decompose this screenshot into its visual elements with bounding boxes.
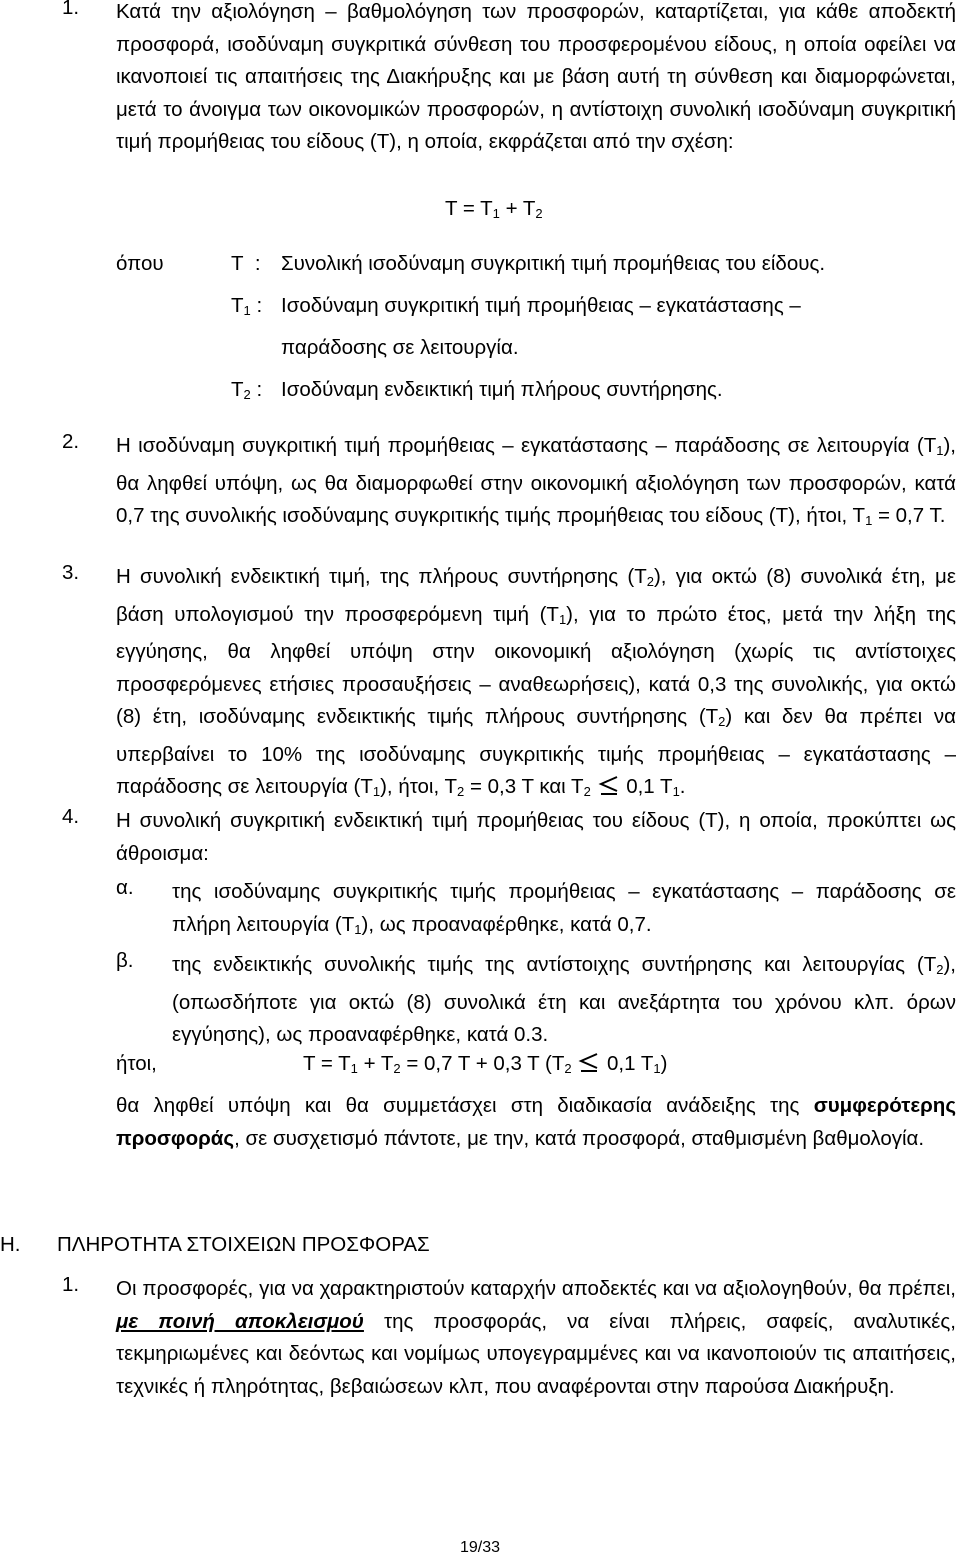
- item-4a-text: της ισοδύναμης συγκριτικής τιμής προμήθειας – εγκατάστασης – παράδοσης σε πλήρη λειτουργία $(T_1)$, ως προαναφέρθηκε, κατά 0,7.: [172, 880, 956, 937]
- item-4-closing: θα ληφθεί υπόψη και θα συμμετάσχει στη διαδικασία ανάδειξης της συμφερότερης προσφοράς, σε συσχετισμό πάντοτε, με την, κατά προσφορά, σταθμισμένη βαθμολογία.: [116, 1094, 956, 1150]
- ie-formula: $T = T_1 + T_2 = 0,7$ Τ + 0,3 Τ ($T_2$ 0,1 $T_1$): [303, 1052, 668, 1076]
- ie-label: ήτοι,: [116, 1052, 157, 1075]
- item-4b-mark: β.: [116, 949, 134, 972]
- def-t-text: Συνολική ισοδύναμη συγκριτική τιμή προμήθειας του είδους.: [281, 252, 826, 275]
- item-4a-mark: α.: [116, 876, 134, 899]
- bold-phrase: συμφερότερης προσφοράς: [116, 1094, 956, 1150]
- h-item-1-text: Οι προσφορές, για να χαρακτηριστούν καταρχήν αποδεκτές και να αξιολογηθούν, θα πρέπει, με ποινή αποκλεισμού της προσφοράς, να είναι πλήρεις, σαφείς, αναλυτικές, τεκμηριωμένες και δεόντως και νομίμως υπογεγραμμένες και να ικανοποιούν τις απαιτήσεις, τεχνικές ή πληρότητας, βεβαιώσεων κλπ, που αναφέρονται στην παρούσα Διακήρυξη.: [116, 1277, 957, 1398]
- item-3-number: 3.: [62, 561, 80, 584]
- def-t1-text: Ισοδύναμη συγκριτική τιμή προμήθειας – εγκατάστασης –: [281, 294, 801, 317]
- item-4-text: Η συνολική συγκριτική ενδεικτική τιμή προμήθειας του είδους (Τ), η οποία, προκύπτει ως άθροισμα:: [116, 809, 956, 865]
- section-title: ΠΛΗΡΟΤΗΤΑ ΣΤΟΙΧΕΙΩΝ ΠΡΟΣΦΟΡΑΣ: [57, 1233, 430, 1256]
- item-1-text: Κατά την αξιολόγηση – βαθμολόγηση των προσφορών, καταρτίζεται, για κάθε αποδεκτή προσφορά, ισοδύναμη συγκριτικά σύνθεση του προσφερομένου είδους, η οποία οφείλει να ικανοποιεί τις απαιτήσεις της Διακήρυξης και με βάση αυτή τη σύνθεση και διαμορφώνεται, μετά το άνοιγμα των οικονομικών προσφορών, η αντίστοιχη συνολική ισοδύναμη συγκριτική τιμή προμήθειας του είδους (Τ), η οποία, εκφράζεται από την σχέση:: [116, 0, 956, 153]
- def-t2-text: Ισοδύναμη ενδεικτική τιμή πλήρους συντήρησης.: [281, 378, 723, 401]
- page-number: 19/33: [459, 1539, 501, 1556]
- less-equal-icon: [577, 1053, 601, 1073]
- less-equal-icon: [597, 776, 621, 796]
- emphasis-phrase: με ποινή αποκλεισμού: [116, 1309, 364, 1333]
- where-label: όπου: [116, 252, 164, 275]
- h-item-1-number: 1.: [62, 1273, 80, 1296]
- def-t1-label: $T_1$ :: [231, 294, 263, 318]
- item-4-number: 4.: [62, 805, 80, 828]
- def-t1-text-cont: παράδοσης σε λειτουργία.: [281, 336, 519, 359]
- def-t-label: Τ :: [231, 252, 261, 275]
- section-letter: Η.: [0, 1233, 21, 1256]
- item-3-text: Η συνολική ενδεικτική τιμή, της πλήρους συντήρησης $(T_2)$, για οκτώ (8) συνολικά έτη, με βάση υπολογισμού την προσφερόμενη τιμή $(T_1)$, για το πρώτο έτος, μετά την λήξη της εγγύησης, θα ληφθεί υπόψη στην οικονομική αξιολόγηση (χωρίς τις αντίστοιχες προσφερόμενες ετήσιες προσαυξήσεις – αναθεωρήσεις), κατά 0,3 της συνολικής, για οκτώ (8) έτη, ισοδύναμης ενδεικτικής τιμής πλήρους συντήρησης $(T_2)$ και δεν θα πρέπει να υπερβαίνει το 10% της ισοδύναμης συγκριτικής τιμής προμήθειας – εγκατάστασης – παράδοσης σε λειτουργία $(T_1)$, ήτοι, $T_2 = 0,3$ Τ και $T_2$ 0,1 $T_1$.: [116, 565, 957, 799]
- def-t2-label: $T_2$ :: [231, 378, 263, 402]
- item-1-number: 1.: [62, 0, 80, 19]
- item-4b-text: της ενδεικτικής συνολικής τιμής της αντίστοιχης συντήρησης και λειτουργίας $(T_2)$, (οπωσδήποτε για οκτώ (8) συνολικά έτη και ανεξάρτητα του χρόνου κλπ. όρων εγγύησης), ως προαναφέρθηκε, κατά 0.3.: [172, 953, 956, 1046]
- item-2-text: Η ισοδύναμη συγκριτική τιμή προμήθειας – εγκατάστασης – παράδοσης σε λειτουργία $(T_1)$, θα ληφθεί υπόψη, ως θα διαμορφωθεί στην οικονομική αξιολόγηση των προσφορών, κατά 0,7 της συνολικής ισοδύναμης συγκριτικής τιμής προμήθειας του είδους (Τ), ήτοι, $T_1 = 0,7$ Τ.: [116, 434, 956, 528]
- item-2-number: 2.: [62, 430, 80, 453]
- formula: $T = T_1 + T_2$: [445, 197, 543, 221]
